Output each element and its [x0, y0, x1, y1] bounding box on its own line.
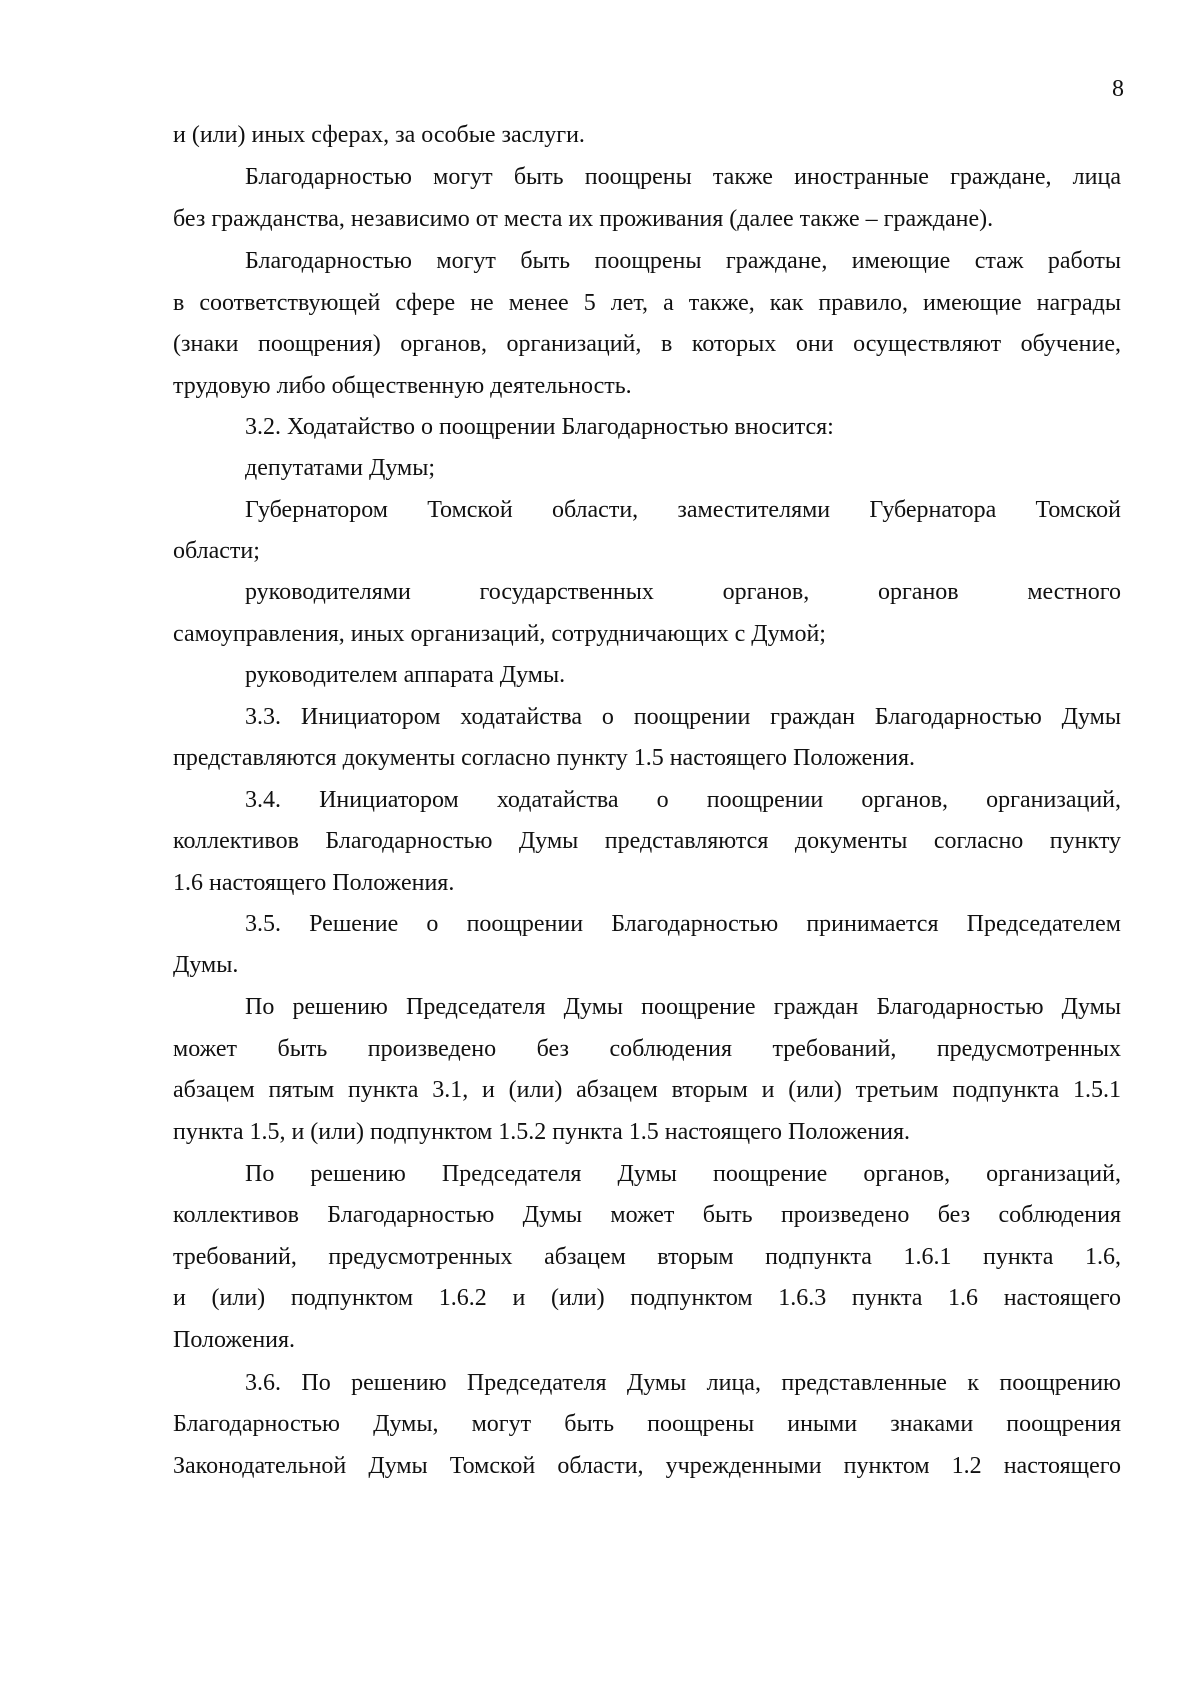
- text-line: (знаки поощрения) органов, организаций, в которых они осуществляют обучение,: [173, 331, 1121, 357]
- text-line: области;: [173, 538, 260, 564]
- text-line: и (или) подпунктом 1.6.2 и (или) подпунктом 1.6.3 пункта 1.6 настоящего: [173, 1285, 1121, 1311]
- text-line: 3.3. Инициатором ходатайства о поощрении граждан Благодарностью Думы: [245, 704, 1121, 730]
- text-line: По решению Председателя Думы поощрение органов, организаций,: [245, 1161, 1121, 1187]
- text-line: Благодарностью могут быть поощрены также иностранные граждане, лица: [245, 164, 1121, 190]
- text-line: требований, предусмотренных абзацем вторым подпункта 1.6.1 пункта 1.6,: [173, 1244, 1121, 1270]
- page-number: 8: [1112, 76, 1124, 102]
- text-line: депутатами Думы;: [245, 455, 436, 481]
- text-line: Законодательной Думы Томской области, учрежденными пунктом 1.2 настоящего: [173, 1453, 1121, 1479]
- text-line: 3.5. Решение о поощрении Благодарностью принимается Председателем: [245, 911, 1121, 937]
- text-line: 3.2. Ходатайство о поощрении Благодарностью вносится:: [245, 414, 834, 440]
- text-line: может быть произведено без соблюдения требований, предусмотренных: [173, 1036, 1121, 1062]
- text-line: самоуправления, иных организаций, сотрудничающих с Думой;: [173, 621, 826, 647]
- text-line: руководителем аппарата Думы.: [245, 662, 566, 688]
- text-line: Положения.: [173, 1327, 296, 1353]
- text-line: коллективов Благодарностью Думы может быть произведено без соблюдения: [173, 1202, 1121, 1228]
- text-line: в соответствующей сфере не менее 5 лет, а также, как правило, имеющие награды: [173, 290, 1121, 316]
- text-line: без гражданства, независимо от места их проживания (далее также – граждане).: [173, 206, 994, 232]
- text-line: Губернатором Томской области, заместителями Губернатора Томской: [245, 497, 1121, 523]
- text-line: Благодарностью могут быть поощрены граждане, имеющие стаж работы: [245, 248, 1121, 274]
- text-line: 1.6 настоящего Положения.: [173, 870, 455, 896]
- text-line: 3.4. Инициатором ходатайства о поощрении органов, организаций,: [245, 787, 1121, 813]
- text-line: абзацем пятым пункта 3.1, и (или) абзацем вторым и (или) третьим подпункта 1.5.1: [173, 1077, 1121, 1103]
- text-line: коллективов Благодарностью Думы представляются документы согласно пункту: [173, 828, 1121, 854]
- text-line: и (или) иных сферах, за особые заслуги.: [173, 122, 585, 148]
- text-line: представляются документы согласно пункту 1.5 настоящего Положения.: [173, 745, 916, 771]
- text-line: Благодарностью Думы, могут быть поощрены иными знаками поощрения: [173, 1411, 1121, 1437]
- text-line: 3.6. По решению Председателя Думы лица, представленные к поощрению: [245, 1370, 1121, 1396]
- text-line: Думы.: [173, 952, 239, 978]
- text-line: По решению Председателя Думы поощрение граждан Благодарностью Думы: [245, 994, 1121, 1020]
- text-line: руководителями государственных органов, органов местного: [245, 579, 1121, 605]
- text-line: пункта 1.5, и (или) подпунктом 1.5.2 пункта 1.5 настоящего Положения.: [173, 1119, 911, 1145]
- text-line: трудовую либо общественную деятельность.: [173, 373, 632, 399]
